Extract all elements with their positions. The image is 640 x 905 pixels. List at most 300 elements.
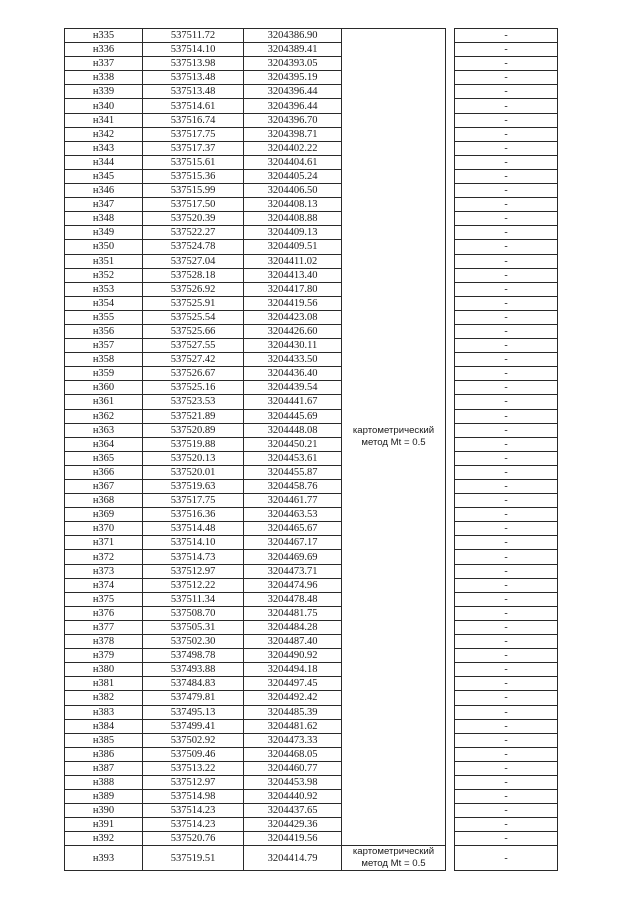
- point-id-cell: н391: [65, 818, 143, 832]
- spacer-cell: [446, 677, 455, 691]
- y-coordinate-cell: 3204448.08: [244, 423, 342, 437]
- x-coordinate-cell: 537525.66: [143, 324, 244, 338]
- table-row: [65, 606, 558, 620]
- y-coordinate-cell: 3204414.79: [244, 846, 342, 871]
- x-coordinate-cell: 537517.37: [143, 141, 244, 155]
- x-coordinate-cell: 537514.23: [143, 818, 244, 832]
- point-id-cell: н345: [65, 169, 143, 183]
- point-id-cell: н382: [65, 691, 143, 705]
- note-cell: -: [455, 733, 558, 747]
- x-coordinate-cell: 537515.99: [143, 184, 244, 198]
- note-cell: -: [455, 198, 558, 212]
- y-coordinate-cell: 3204461.77: [244, 494, 342, 508]
- point-id-cell: н379: [65, 649, 143, 663]
- table-row: [65, 353, 558, 367]
- table-row: [65, 127, 558, 141]
- note-cell: -: [455, 212, 558, 226]
- note-cell: -: [455, 719, 558, 733]
- point-id-cell: н347: [65, 198, 143, 212]
- coordinates-table: [64, 28, 558, 871]
- y-coordinate-cell: 3204481.62: [244, 719, 342, 733]
- spacer-cell: [446, 29, 455, 43]
- point-id-cell: н381: [65, 677, 143, 691]
- x-coordinate-cell: 537517.75: [143, 494, 244, 508]
- note-cell: -: [455, 43, 558, 57]
- y-coordinate-cell: 3204386.90: [244, 29, 342, 43]
- x-coordinate-cell: 537520.13: [143, 451, 244, 465]
- point-id-cell: н388: [65, 775, 143, 789]
- y-coordinate-cell: 3204494.18: [244, 663, 342, 677]
- table-row: [65, 198, 558, 212]
- spacer-cell: [446, 437, 455, 451]
- spacer-cell: [446, 522, 455, 536]
- spacer-cell: [446, 339, 455, 353]
- x-coordinate-cell: 537522.27: [143, 226, 244, 240]
- note-cell: -: [455, 57, 558, 71]
- spacer-cell: [446, 465, 455, 479]
- point-id-cell: н387: [65, 761, 143, 775]
- point-id-cell: н377: [65, 620, 143, 634]
- table-row: [65, 818, 558, 832]
- y-coordinate-cell: 3204474.96: [244, 578, 342, 592]
- note-cell: -: [455, 649, 558, 663]
- x-coordinate-cell: 537525.16: [143, 381, 244, 395]
- point-id-cell: н373: [65, 564, 143, 578]
- x-coordinate-cell: 537515.36: [143, 169, 244, 183]
- y-coordinate-cell: 3204402.22: [244, 141, 342, 155]
- x-coordinate-cell: 537520.39: [143, 212, 244, 226]
- table-row: [65, 508, 558, 522]
- y-coordinate-cell: 3204404.61: [244, 155, 342, 169]
- point-id-cell: н340: [65, 99, 143, 113]
- point-id-cell: н359: [65, 367, 143, 381]
- spacer-cell: [446, 353, 455, 367]
- note-cell: -: [455, 282, 558, 296]
- note-cell: -: [455, 395, 558, 409]
- note-cell: -: [455, 268, 558, 282]
- y-coordinate-cell: 3204423.08: [244, 310, 342, 324]
- note-cell: -: [455, 620, 558, 634]
- point-id-cell: н368: [65, 494, 143, 508]
- point-id-cell: н352: [65, 268, 143, 282]
- y-coordinate-cell: 3204419.56: [244, 832, 342, 846]
- note-cell: -: [455, 226, 558, 240]
- spacer-cell: [446, 169, 455, 183]
- table-row: [65, 719, 558, 733]
- x-coordinate-cell: 537517.50: [143, 198, 244, 212]
- y-coordinate-cell: 3204429.36: [244, 818, 342, 832]
- spacer-cell: [446, 43, 455, 57]
- x-coordinate-cell: 537484.83: [143, 677, 244, 691]
- y-coordinate-cell: 3204408.88: [244, 212, 342, 226]
- y-coordinate-cell: 3204409.51: [244, 240, 342, 254]
- point-id-cell: н342: [65, 127, 143, 141]
- table-row: [65, 367, 558, 381]
- point-id-cell: н370: [65, 522, 143, 536]
- point-id-cell: н360: [65, 381, 143, 395]
- x-coordinate-cell: 537517.75: [143, 127, 244, 141]
- point-id-cell: н375: [65, 592, 143, 606]
- spacer-cell: [446, 141, 455, 155]
- point-id-cell: н354: [65, 296, 143, 310]
- y-coordinate-cell: 3204460.77: [244, 761, 342, 775]
- note-cell: -: [455, 790, 558, 804]
- spacer-cell: [446, 240, 455, 254]
- spacer-cell: [446, 451, 455, 465]
- table-row: [65, 804, 558, 818]
- table-row: [65, 677, 558, 691]
- note-cell: -: [455, 775, 558, 789]
- x-coordinate-cell: 537514.48: [143, 522, 244, 536]
- note-cell: -: [455, 804, 558, 818]
- x-coordinate-cell: 537526.92: [143, 282, 244, 296]
- y-coordinate-cell: 3204465.67: [244, 522, 342, 536]
- point-id-cell: н355: [65, 310, 143, 324]
- spacer-cell: [446, 536, 455, 550]
- x-coordinate-cell: 537515.61: [143, 155, 244, 169]
- y-coordinate-cell: 3204419.56: [244, 296, 342, 310]
- y-coordinate-cell: 3204453.98: [244, 775, 342, 789]
- note-cell: -: [455, 691, 558, 705]
- x-coordinate-cell: 537509.46: [143, 747, 244, 761]
- spacer-cell: [446, 480, 455, 494]
- y-coordinate-cell: 3204468.05: [244, 747, 342, 761]
- x-coordinate-cell: 537526.67: [143, 367, 244, 381]
- y-coordinate-cell: 3204398.71: [244, 127, 342, 141]
- note-cell: -: [455, 339, 558, 353]
- note-cell: -: [455, 522, 558, 536]
- x-coordinate-cell: 537505.31: [143, 620, 244, 634]
- table-row: [65, 832, 558, 846]
- y-coordinate-cell: 3204497.45: [244, 677, 342, 691]
- note-cell: -: [455, 550, 558, 564]
- point-id-cell: н371: [65, 536, 143, 550]
- y-coordinate-cell: 3204450.21: [244, 437, 342, 451]
- note-cell: -: [455, 480, 558, 494]
- point-id-cell: н353: [65, 282, 143, 296]
- spacer-cell: [446, 494, 455, 508]
- table-row: [65, 282, 558, 296]
- note-cell: -: [455, 705, 558, 719]
- table-row: [65, 578, 558, 592]
- x-coordinate-cell: 537516.74: [143, 113, 244, 127]
- point-id-cell: н337: [65, 57, 143, 71]
- spacer-cell: [446, 846, 455, 871]
- table-row: [65, 254, 558, 268]
- point-id-cell: н372: [65, 550, 143, 564]
- point-id-cell: н380: [65, 663, 143, 677]
- table-row: [65, 184, 558, 198]
- point-id-cell: н362: [65, 409, 143, 423]
- table-row: [65, 99, 558, 113]
- table-row: [65, 71, 558, 85]
- y-coordinate-cell: 3204406.50: [244, 184, 342, 198]
- table-row: [65, 226, 558, 240]
- table-row: [65, 141, 558, 155]
- point-id-cell: н339: [65, 85, 143, 99]
- x-coordinate-cell: 537479.81: [143, 691, 244, 705]
- y-coordinate-cell: 3204492.42: [244, 691, 342, 705]
- method-cell: картометрический метод Mt = 0.5: [342, 846, 446, 871]
- table-row: [65, 705, 558, 719]
- y-coordinate-cell: 3204396.44: [244, 99, 342, 113]
- point-id-cell: н348: [65, 212, 143, 226]
- spacer-cell: [446, 127, 455, 141]
- spacer-cell: [446, 705, 455, 719]
- note-cell: -: [455, 155, 558, 169]
- point-id-cell: н365: [65, 451, 143, 465]
- x-coordinate-cell: 537495.13: [143, 705, 244, 719]
- table-row: [65, 296, 558, 310]
- note-cell: -: [455, 381, 558, 395]
- x-coordinate-cell: 537514.10: [143, 43, 244, 57]
- spacer-cell: [446, 564, 455, 578]
- note-cell: -: [455, 169, 558, 183]
- spacer-cell: [446, 310, 455, 324]
- note-cell: -: [455, 578, 558, 592]
- table-row: [65, 339, 558, 353]
- x-coordinate-cell: 537512.97: [143, 775, 244, 789]
- spacer-cell: [446, 578, 455, 592]
- y-coordinate-cell: 3204437.65: [244, 804, 342, 818]
- spacer-cell: [446, 324, 455, 338]
- x-coordinate-cell: 537502.30: [143, 635, 244, 649]
- note-cell: -: [455, 494, 558, 508]
- x-coordinate-cell: 537511.72: [143, 29, 244, 43]
- spacer-cell: [446, 649, 455, 663]
- spacer-cell: [446, 85, 455, 99]
- table-row: [65, 381, 558, 395]
- x-coordinate-cell: 537514.23: [143, 804, 244, 818]
- spacer-cell: [446, 804, 455, 818]
- note-cell: -: [455, 846, 558, 871]
- note-cell: -: [455, 29, 558, 43]
- note-cell: -: [455, 141, 558, 155]
- y-coordinate-cell: 3204405.24: [244, 169, 342, 183]
- x-coordinate-cell: 537514.61: [143, 99, 244, 113]
- note-cell: -: [455, 451, 558, 465]
- point-id-cell: н392: [65, 832, 143, 846]
- spacer-cell: [446, 113, 455, 127]
- table-row: [65, 113, 558, 127]
- point-id-cell: н369: [65, 508, 143, 522]
- point-id-cell: н378: [65, 635, 143, 649]
- y-coordinate-cell: 3204445.69: [244, 409, 342, 423]
- y-coordinate-cell: 3204455.87: [244, 465, 342, 479]
- table-row: [65, 649, 558, 663]
- spacer-cell: [446, 761, 455, 775]
- point-id-cell: н383: [65, 705, 143, 719]
- spacer-cell: [446, 719, 455, 733]
- x-coordinate-cell: 537519.63: [143, 480, 244, 494]
- y-coordinate-cell: 3204463.53: [244, 508, 342, 522]
- table-row: [65, 592, 558, 606]
- note-cell: -: [455, 663, 558, 677]
- table-row: [65, 423, 558, 437]
- x-coordinate-cell: 537523.53: [143, 395, 244, 409]
- y-coordinate-cell: 3204417.80: [244, 282, 342, 296]
- x-coordinate-cell: 537514.10: [143, 536, 244, 550]
- table-row: [65, 409, 558, 423]
- method-cell: картометрический метод Mt = 0.5: [342, 29, 446, 846]
- spacer-cell: [446, 212, 455, 226]
- spacer-cell: [446, 395, 455, 409]
- note-cell: -: [455, 677, 558, 691]
- spacer-cell: [446, 226, 455, 240]
- note-cell: -: [455, 240, 558, 254]
- table-row: [65, 775, 558, 789]
- table-row: [65, 494, 558, 508]
- note-cell: -: [455, 592, 558, 606]
- spacer-cell: [446, 635, 455, 649]
- table-row: [65, 395, 558, 409]
- note-cell: -: [455, 536, 558, 550]
- y-coordinate-cell: 3204453.61: [244, 451, 342, 465]
- spacer-cell: [446, 254, 455, 268]
- spacer-cell: [446, 367, 455, 381]
- note-cell: -: [455, 437, 558, 451]
- spacer-cell: [446, 592, 455, 606]
- x-coordinate-cell: 537502.92: [143, 733, 244, 747]
- point-id-cell: н389: [65, 790, 143, 804]
- point-id-cell: н393: [65, 846, 143, 871]
- spacer-cell: [446, 184, 455, 198]
- y-coordinate-cell: 3204473.33: [244, 733, 342, 747]
- y-coordinate-cell: 3204481.75: [244, 606, 342, 620]
- point-id-cell: н390: [65, 804, 143, 818]
- table-row: [65, 43, 558, 57]
- spacer-cell: [446, 832, 455, 846]
- spacer-cell: [446, 733, 455, 747]
- note-cell: -: [455, 761, 558, 775]
- note-cell: -: [455, 818, 558, 832]
- note-cell: -: [455, 296, 558, 310]
- spacer-cell: [446, 155, 455, 169]
- y-coordinate-cell: 3204484.28: [244, 620, 342, 634]
- x-coordinate-cell: 537525.91: [143, 296, 244, 310]
- x-coordinate-cell: 537520.01: [143, 465, 244, 479]
- spacer-cell: [446, 818, 455, 832]
- point-id-cell: н363: [65, 423, 143, 437]
- note-cell: -: [455, 635, 558, 649]
- note-cell: -: [455, 508, 558, 522]
- y-coordinate-cell: 3204413.40: [244, 268, 342, 282]
- point-id-cell: н364: [65, 437, 143, 451]
- point-id-cell: н384: [65, 719, 143, 733]
- point-id-cell: н346: [65, 184, 143, 198]
- table-row: [65, 550, 558, 564]
- y-coordinate-cell: 3204441.67: [244, 395, 342, 409]
- x-coordinate-cell: 537512.22: [143, 578, 244, 592]
- point-id-cell: н349: [65, 226, 143, 240]
- x-coordinate-cell: 537499.41: [143, 719, 244, 733]
- spacer-cell: [446, 423, 455, 437]
- x-coordinate-cell: 537525.54: [143, 310, 244, 324]
- spacer-cell: [446, 790, 455, 804]
- spacer-cell: [446, 268, 455, 282]
- table-row: [65, 57, 558, 71]
- table-row: [65, 747, 558, 761]
- point-id-cell: н356: [65, 324, 143, 338]
- table-row: [65, 212, 558, 226]
- y-coordinate-cell: 3204469.69: [244, 550, 342, 564]
- table-row: [65, 536, 558, 550]
- table-row: [65, 324, 558, 338]
- note-cell: -: [455, 465, 558, 479]
- table-row: [65, 29, 558, 43]
- y-coordinate-cell: 3204439.54: [244, 381, 342, 395]
- y-coordinate-cell: 3204487.40: [244, 635, 342, 649]
- x-coordinate-cell: 537524.78: [143, 240, 244, 254]
- point-id-cell: н376: [65, 606, 143, 620]
- note-cell: -: [455, 184, 558, 198]
- table-row: [65, 85, 558, 99]
- x-coordinate-cell: 537514.98: [143, 790, 244, 804]
- x-coordinate-cell: 537520.89: [143, 423, 244, 437]
- x-coordinate-cell: 537528.18: [143, 268, 244, 282]
- note-cell: -: [455, 832, 558, 846]
- x-coordinate-cell: 537520.76: [143, 832, 244, 846]
- y-coordinate-cell: 3204411.02: [244, 254, 342, 268]
- point-id-cell: н374: [65, 578, 143, 592]
- spacer-cell: [446, 550, 455, 564]
- x-coordinate-cell: 537513.48: [143, 71, 244, 85]
- note-cell: -: [455, 113, 558, 127]
- note-cell: -: [455, 409, 558, 423]
- spacer-cell: [446, 296, 455, 310]
- table-row: [65, 691, 558, 705]
- y-coordinate-cell: 3204426.60: [244, 324, 342, 338]
- x-coordinate-cell: 537521.89: [143, 409, 244, 423]
- table-row: [65, 451, 558, 465]
- y-coordinate-cell: 3204393.05: [244, 57, 342, 71]
- spacer-cell: [446, 620, 455, 634]
- table-row: [65, 437, 558, 451]
- x-coordinate-cell: 537527.55: [143, 339, 244, 353]
- y-coordinate-cell: 3204409.13: [244, 226, 342, 240]
- point-id-cell: н344: [65, 155, 143, 169]
- x-coordinate-cell: 537527.04: [143, 254, 244, 268]
- spacer-cell: [446, 409, 455, 423]
- y-coordinate-cell: 3204389.41: [244, 43, 342, 57]
- spacer-cell: [446, 282, 455, 296]
- note-cell: -: [455, 324, 558, 338]
- spacer-cell: [446, 57, 455, 71]
- y-coordinate-cell: 3204478.48: [244, 592, 342, 606]
- note-cell: -: [455, 367, 558, 381]
- y-coordinate-cell: 3204396.44: [244, 85, 342, 99]
- point-id-cell: н361: [65, 395, 143, 409]
- table-row: [65, 635, 558, 649]
- x-coordinate-cell: 537516.36: [143, 508, 244, 522]
- table-row: [65, 465, 558, 479]
- point-id-cell: н358: [65, 353, 143, 367]
- point-id-cell: н357: [65, 339, 143, 353]
- spacer-cell: [446, 606, 455, 620]
- point-id-cell: н350: [65, 240, 143, 254]
- table-row: [65, 268, 558, 282]
- note-cell: -: [455, 99, 558, 113]
- x-coordinate-cell: 537512.97: [143, 564, 244, 578]
- y-coordinate-cell: 3204430.11: [244, 339, 342, 353]
- table-row: [65, 663, 558, 677]
- point-id-cell: н335: [65, 29, 143, 43]
- spacer-cell: [446, 508, 455, 522]
- coordinates-table-body: [65, 29, 558, 871]
- table-row: [65, 790, 558, 804]
- point-id-cell: н366: [65, 465, 143, 479]
- spacer-cell: [446, 691, 455, 705]
